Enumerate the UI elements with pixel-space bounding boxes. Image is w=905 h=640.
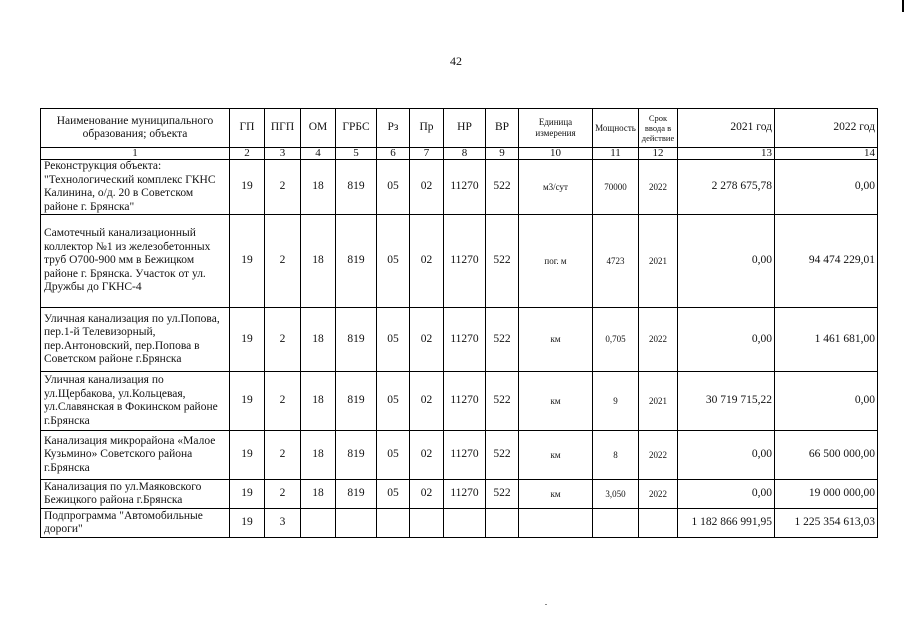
column-number: 2 (230, 148, 265, 160)
cell-nr (444, 509, 486, 538)
cell-capacity (593, 509, 639, 538)
cell-capacity: 8 (593, 431, 639, 480)
cell-vr: 522 (486, 431, 519, 480)
cell-2022: 0,00 (775, 160, 878, 215)
column-number: 9 (486, 148, 519, 160)
header-name: Наименование муниципального образования; объекта (41, 109, 230, 148)
object-name: Уличная канализация по ул.Щербакова, ул.Кольцевая, ул.Славянская в Фокинском районе г.Брянска (41, 372, 230, 431)
table-row (41, 480, 878, 509)
header-unit: Единица измерения (519, 109, 593, 148)
cell-rz: 05 (377, 372, 410, 431)
cell-nr: 11270 (444, 160, 486, 215)
cell-vr: 522 (486, 160, 519, 215)
header-nr: НР (444, 109, 486, 148)
cell-om: 18 (301, 372, 336, 431)
cell-grbs: 819 (336, 308, 377, 372)
cell-grbs (336, 509, 377, 538)
cell-rz: 05 (377, 480, 410, 509)
cell-capacity: 0,705 (593, 308, 639, 372)
header-pgp: ПГП (265, 109, 301, 148)
cell-unit: км (519, 480, 593, 509)
cell-pgp: 2 (265, 372, 301, 431)
cell-term: 2022 (639, 160, 678, 215)
cell-2021: 1 182 866 991,95 (678, 509, 775, 538)
cell-vr: 522 (486, 215, 519, 308)
cell-2021: 0,00 (678, 431, 775, 480)
cell-2022: 1 225 354 613,03 (775, 509, 878, 538)
cell-rz: 05 (377, 308, 410, 372)
cell-unit: м3/сут (519, 160, 593, 215)
scan-speck (545, 604, 547, 605)
cell-2022: 0,00 (775, 372, 878, 431)
cell-gp: 19 (230, 160, 265, 215)
cell-nr: 11270 (444, 308, 486, 372)
cell-gp: 19 (230, 480, 265, 509)
cell-gp: 19 (230, 372, 265, 431)
column-number: 14 (775, 148, 878, 160)
header-2021: 2021 год (678, 109, 775, 148)
table-row (41, 509, 878, 538)
header-pr: Пр (410, 109, 444, 148)
column-number: 3 (265, 148, 301, 160)
cell-unit: км (519, 431, 593, 480)
cell-pr (410, 509, 444, 538)
cell-2021: 2 278 675,78 (678, 160, 775, 215)
object-name: Канализация по ул.Маяковского Бежицкого района г.Брянска (41, 480, 230, 509)
cell-om: 18 (301, 431, 336, 480)
object-name: Самотечный канализационный коллектор №1 из железобетонных труб О700-900 мм в Бежицком районе г. Брянска. Участок от ул. Дружбы до ГКНС-4 (41, 215, 230, 308)
cell-2022: 19 000 000,00 (775, 480, 878, 509)
column-number: 1 (41, 148, 230, 160)
cell-grbs: 819 (336, 480, 377, 509)
cell-term: 2022 (639, 308, 678, 372)
column-number: 4 (301, 148, 336, 160)
cell-pgp: 2 (265, 431, 301, 480)
table-row (41, 160, 878, 215)
column-number: 12 (639, 148, 678, 160)
corner-mark (902, 0, 904, 12)
cell-2021: 0,00 (678, 480, 775, 509)
cell-nr: 11270 (444, 480, 486, 509)
cell-pgp: 2 (265, 215, 301, 308)
cell-grbs: 819 (336, 372, 377, 431)
cell-2021: 0,00 (678, 308, 775, 372)
cell-vr: 522 (486, 372, 519, 431)
header-capacity: Мощность (593, 109, 639, 148)
cell-gp: 19 (230, 215, 265, 308)
object-name: Уличная канализация по ул.Попова, пер.1-й Телевизорный, пер.Антоновский, пер.Попова в Советском районе г.Брянска (41, 308, 230, 372)
cell-term: 2022 (639, 431, 678, 480)
cell-unit: км (519, 372, 593, 431)
cell-pgp: 2 (265, 480, 301, 509)
cell-pgp: 3 (265, 509, 301, 538)
column-number: 10 (519, 148, 593, 160)
cell-om: 18 (301, 160, 336, 215)
object-name: Канализация микрорайона «Малое Кузьмино» Советского района г.Брянска (41, 431, 230, 480)
cell-rz (377, 509, 410, 538)
cell-om: 18 (301, 480, 336, 509)
cell-rz: 05 (377, 215, 410, 308)
cell-grbs: 819 (336, 431, 377, 480)
cell-om (301, 509, 336, 538)
cell-pr: 02 (410, 308, 444, 372)
cell-2022: 66 500 000,00 (775, 431, 878, 480)
column-number: 11 (593, 148, 639, 160)
cell-nr: 11270 (444, 372, 486, 431)
table-row (41, 308, 878, 372)
cell-term: 2021 (639, 215, 678, 308)
cell-pr: 02 (410, 160, 444, 215)
cell-rz: 05 (377, 431, 410, 480)
cell-unit: пог. м (519, 215, 593, 308)
cell-capacity: 9 (593, 372, 639, 431)
cell-om: 18 (301, 308, 336, 372)
cell-gp: 19 (230, 509, 265, 538)
cell-om: 18 (301, 215, 336, 308)
column-number: 8 (444, 148, 486, 160)
cell-2022: 94 474 229,01 (775, 215, 878, 308)
cell-pr: 02 (410, 431, 444, 480)
cell-nr: 11270 (444, 215, 486, 308)
table-row (41, 431, 878, 480)
column-number-row (41, 148, 878, 160)
header-grbs: ГРБС (336, 109, 377, 148)
cell-unit: км (519, 308, 593, 372)
header-term: Срок ввода в действие (639, 109, 678, 148)
cell-2022: 1 461 681,00 (775, 308, 878, 372)
table-header-row (41, 109, 878, 148)
cell-grbs: 819 (336, 160, 377, 215)
column-number: 13 (678, 148, 775, 160)
cell-term: 2022 (639, 480, 678, 509)
budget-table (40, 108, 878, 538)
cell-capacity: 4723 (593, 215, 639, 308)
header-rz: Рз (377, 109, 410, 148)
cell-nr: 11270 (444, 431, 486, 480)
object-name: Реконструкция объекта: "Технологический комплекс ГКНС Калинина, о/д. 20 в Советском районе г. Брянска" (41, 160, 230, 215)
cell-2021: 30 719 715,22 (678, 372, 775, 431)
table-row (41, 372, 878, 431)
cell-vr (486, 509, 519, 538)
cell-capacity: 3,050 (593, 480, 639, 509)
header-gp: ГП (230, 109, 265, 148)
cell-gp: 19 (230, 308, 265, 372)
object-name: Подпрограмма "Автомобильные дороги" (41, 509, 230, 538)
column-number: 6 (377, 148, 410, 160)
cell-term: 2021 (639, 372, 678, 431)
header-om: ОМ (301, 109, 336, 148)
cell-pr: 02 (410, 215, 444, 308)
column-number: 5 (336, 148, 377, 160)
cell-term (639, 509, 678, 538)
cell-vr: 522 (486, 480, 519, 509)
page-number: 42 (450, 54, 462, 68)
cell-grbs: 819 (336, 215, 377, 308)
cell-pr: 02 (410, 480, 444, 509)
cell-unit (519, 509, 593, 538)
cell-pgp: 2 (265, 308, 301, 372)
cell-rz: 05 (377, 160, 410, 215)
header-vr: ВР (486, 109, 519, 148)
cell-gp: 19 (230, 431, 265, 480)
table-row (41, 215, 878, 308)
cell-capacity: 70000 (593, 160, 639, 215)
cell-2021: 0,00 (678, 215, 775, 308)
cell-pgp: 2 (265, 160, 301, 215)
header-2022: 2022 год (775, 109, 878, 148)
cell-vr: 522 (486, 308, 519, 372)
column-number: 7 (410, 148, 444, 160)
cell-pr: 02 (410, 372, 444, 431)
